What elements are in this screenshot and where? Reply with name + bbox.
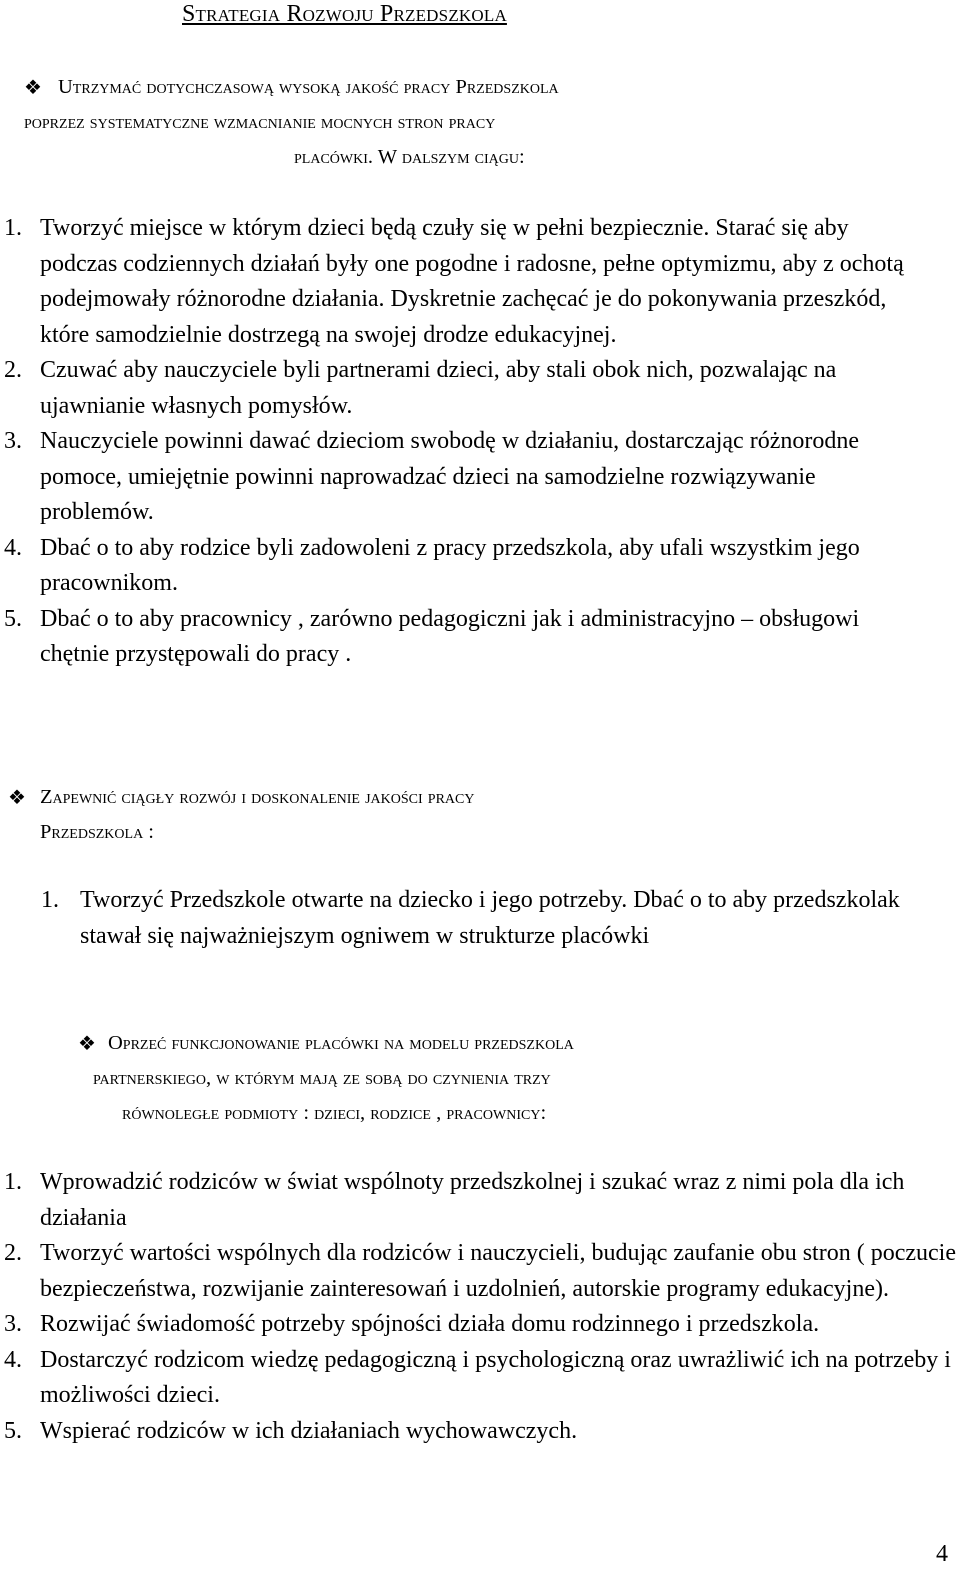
heading-line: poprzez systematyczne wzmacnianie mocnych stron pracy [24, 111, 496, 133]
heading-line: partnerskiego, w którym mają ze sobą do czynienia trzy [93, 1067, 551, 1089]
section-list-2 [0, 883, 930, 954]
item-text: Wspierać rodziców w ich działaniach wychowawczych. [40, 1417, 578, 1444]
list-item [0, 1165, 958, 1236]
item-number: 3. [4, 428, 22, 454]
item-text: Tworzyć Przedszkole otwarte na dziecko i jego potrzeby. Dbać o to aby przedszkolak stawał się najważniejszym ogniwem w strukturze placówki [80, 887, 900, 949]
item-text: Tworzyć wartości wspólnych dla rodziców i nauczycieli, budując zaufanie obu stron ( poczucie bezpieczeństwa, rozwijanie zainteresowań i uzdolnień, autorskie programy edukacyjne). [40, 1240, 956, 1302]
list-item [0, 1414, 958, 1450]
list-item [0, 353, 930, 424]
heading-line: równoległe podmioty : dzieci, rodzice , pracownicy: [122, 1102, 547, 1124]
page-number: 4 [936, 1541, 948, 1567]
item-text: Nauczyciele powinni dawać dzieciom swobodę w działaniu, dostarczając różnorodne pomoce, umiejętnie powinni naprowadzać dzieci na samodzielne rozwiązywanie problemów. [40, 428, 859, 525]
item-text: Tworzyć miejsce w którym dzieci będą czuły się w pełni bezpiecznie. Starać się aby podczas codziennych działań były one pogodne i radosne, pełne optymizmu, aby z ochotą podejmowały różnorodne działania. Dyskretnie zachęcać je do pokonywania przeszkód, które samodzielnie dostrzegą na swojej drodze edukacyjnej. [40, 215, 904, 348]
heading-line: Oprzeć funkcjonowanie placówki na modelu przedszkola [108, 1032, 574, 1054]
list-item [0, 1236, 958, 1307]
item-text: Czuwać aby nauczyciele byli partnerami dzieci, aby stali obok nich, pozwalając na ujawnianie własnych pomysłów. [40, 357, 837, 419]
heading-line: Przedszkola : [40, 821, 154, 843]
item-text: Dbać o to aby pracownicy , zarówno pedagogiczni jak i administracyjno – obsługowi chętnie przystępowali do pracy . [40, 605, 860, 667]
heading-line: Utrzymać dotychczasową wysoką jakość pracy Przedszkola [58, 76, 559, 98]
section-heading-3 [78, 1026, 948, 1131]
item-number: 3. [4, 1311, 22, 1337]
item-number: 1. [4, 215, 22, 241]
list-item [0, 1307, 958, 1343]
list-item [0, 424, 930, 531]
item-number: 5. [4, 1417, 22, 1444]
list-item [0, 1343, 958, 1414]
item-number: 4. [4, 534, 22, 561]
list-item [0, 883, 930, 954]
item-number: 1. [4, 1169, 22, 1195]
item-text: Dbać o to aby rodzice byli zadowoleni z pracy przedszkola, aby ufali wszystkim jego pracownikom. [40, 534, 860, 596]
diamond-bullet-icon: ❖ [8, 785, 26, 809]
item-number: 4. [4, 1346, 22, 1373]
heading-line: Zapewnić ciągły rozwój i doskonalenie jakości pracy [40, 786, 475, 808]
diamond-bullet-icon: ❖ [24, 75, 42, 99]
section-list-3 [0, 1165, 958, 1449]
heading-line: placówki. W dalszym ciągu: [294, 146, 525, 168]
item-number: 1. [41, 887, 59, 913]
section-heading-1 [24, 70, 944, 175]
page-title: Strategia Rozwoju Przedszkola [182, 1, 507, 27]
section-heading-2 [2, 780, 922, 850]
list-item [0, 211, 930, 353]
item-text: Wprowadzić rodziców w świat wspólnoty przedszkolnej i szukać wraz z nimi pola dla ich działania [40, 1169, 905, 1231]
item-number: 2. [4, 1240, 22, 1266]
item-text: Rozwijać świadomość potrzeby spójności działa domu rodzinnego i przedszkola. [40, 1311, 820, 1337]
item-number: 2. [4, 357, 22, 383]
item-text: Dostarczyć rodzicom wiedzę pedagogiczną i psychologiczną oraz uwrażliwić ich na potrzeby i możliwości dzieci. [40, 1346, 951, 1408]
item-number: 5. [4, 605, 22, 632]
list-item [0, 531, 930, 602]
list-item [0, 602, 930, 673]
diamond-bullet-icon: ❖ [78, 1031, 96, 1055]
section-list-1 [0, 211, 930, 673]
